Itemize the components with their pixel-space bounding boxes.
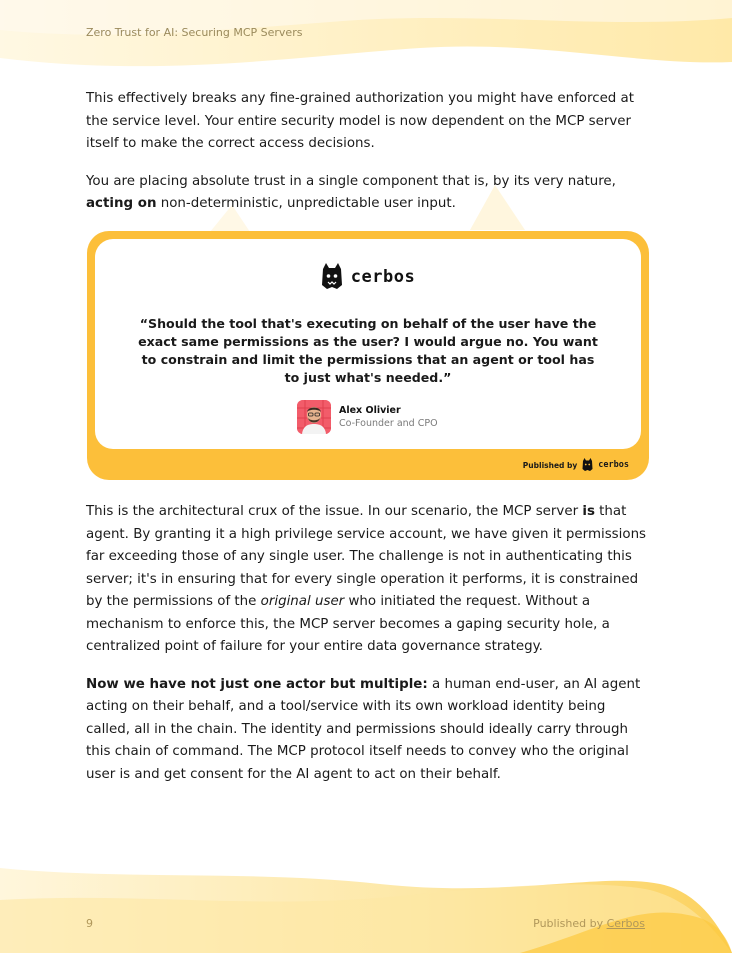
main-content xyxy=(86,88,652,231)
brand-logo xyxy=(321,263,415,291)
quote-author xyxy=(297,400,438,434)
author-photo-icon xyxy=(297,400,331,434)
quote-card xyxy=(87,231,649,480)
italic-text: original user xyxy=(260,594,345,609)
paragraph-2 xyxy=(86,171,652,216)
text-run: You are placing absolute trust in a single component that is, by its very nature, xyxy=(86,173,616,189)
text-run: non-deterministic, unpredictable user input. xyxy=(156,196,456,211)
paragraph-4 xyxy=(86,674,652,787)
header-title: Zero Trust for AI: Securing MCP Servers xyxy=(86,26,303,39)
quote-inner xyxy=(95,239,641,449)
text-run: a human end-user, an AI agent acting on their behalf, and a tool/service with its own workload identity being called, all in the chain. The identity and permissions should ideally carry through this chain of command. The MCP protocol itself needs to convey who the original user is and get consent for the AI agent to act on their behalf. xyxy=(86,676,641,782)
main-content-lower xyxy=(86,501,652,801)
footer-published-label: Published by xyxy=(533,917,607,930)
publisher-link[interactable]: Cerbos xyxy=(606,917,645,930)
bold-text: is xyxy=(582,504,595,519)
avatar xyxy=(297,400,331,434)
paragraph-1: This effectively breaks any fine-grained authorization you might have enforced at the service level. Your entire security model is now dependent on the MCP server itself to make the correct access decisions. xyxy=(86,91,635,151)
bold-text: Now we have not just one actor but multiple: xyxy=(86,676,428,692)
paragraph-3 xyxy=(86,501,652,659)
author-role: Co-Founder and CPO xyxy=(339,418,438,429)
page-number: 9 xyxy=(86,917,93,930)
footer-published-by xyxy=(533,917,645,930)
published-by-label: Published by xyxy=(522,460,578,470)
bold-text: acting on xyxy=(86,196,157,211)
brand-name: cerbos xyxy=(350,267,416,287)
cerbos-small-logo-icon xyxy=(582,458,593,472)
published-by-badge xyxy=(523,458,629,472)
author-name: Alex Olivier xyxy=(339,405,401,416)
text-run: who initiated the request. Without a mechanism to enforce this, the MCP server becomes a gaping security hole, a centralized point of failure for your entire data governance strategy. xyxy=(86,594,610,654)
text-run: This is the architectural crux of the issue. In our scenario, the MCP server xyxy=(86,504,583,519)
cerbos-logo-icon xyxy=(321,263,343,291)
text-run: that agent. By granting it a high privilege service account, we have given it permissions far exceeding those of any single user. The challenge is not in authenticating this server; it's in ensuring that for every single operation it performs, it is constrained by the permissions of the xyxy=(86,504,647,609)
published-brand: cerbos xyxy=(598,460,629,470)
quote-text: “Should the tool that's executing on behalf of the user have the exact same permissions as the user? I would argue no. You want to constrain and limit the permissions that an agent or tool has to just what's needed.” xyxy=(138,316,598,385)
